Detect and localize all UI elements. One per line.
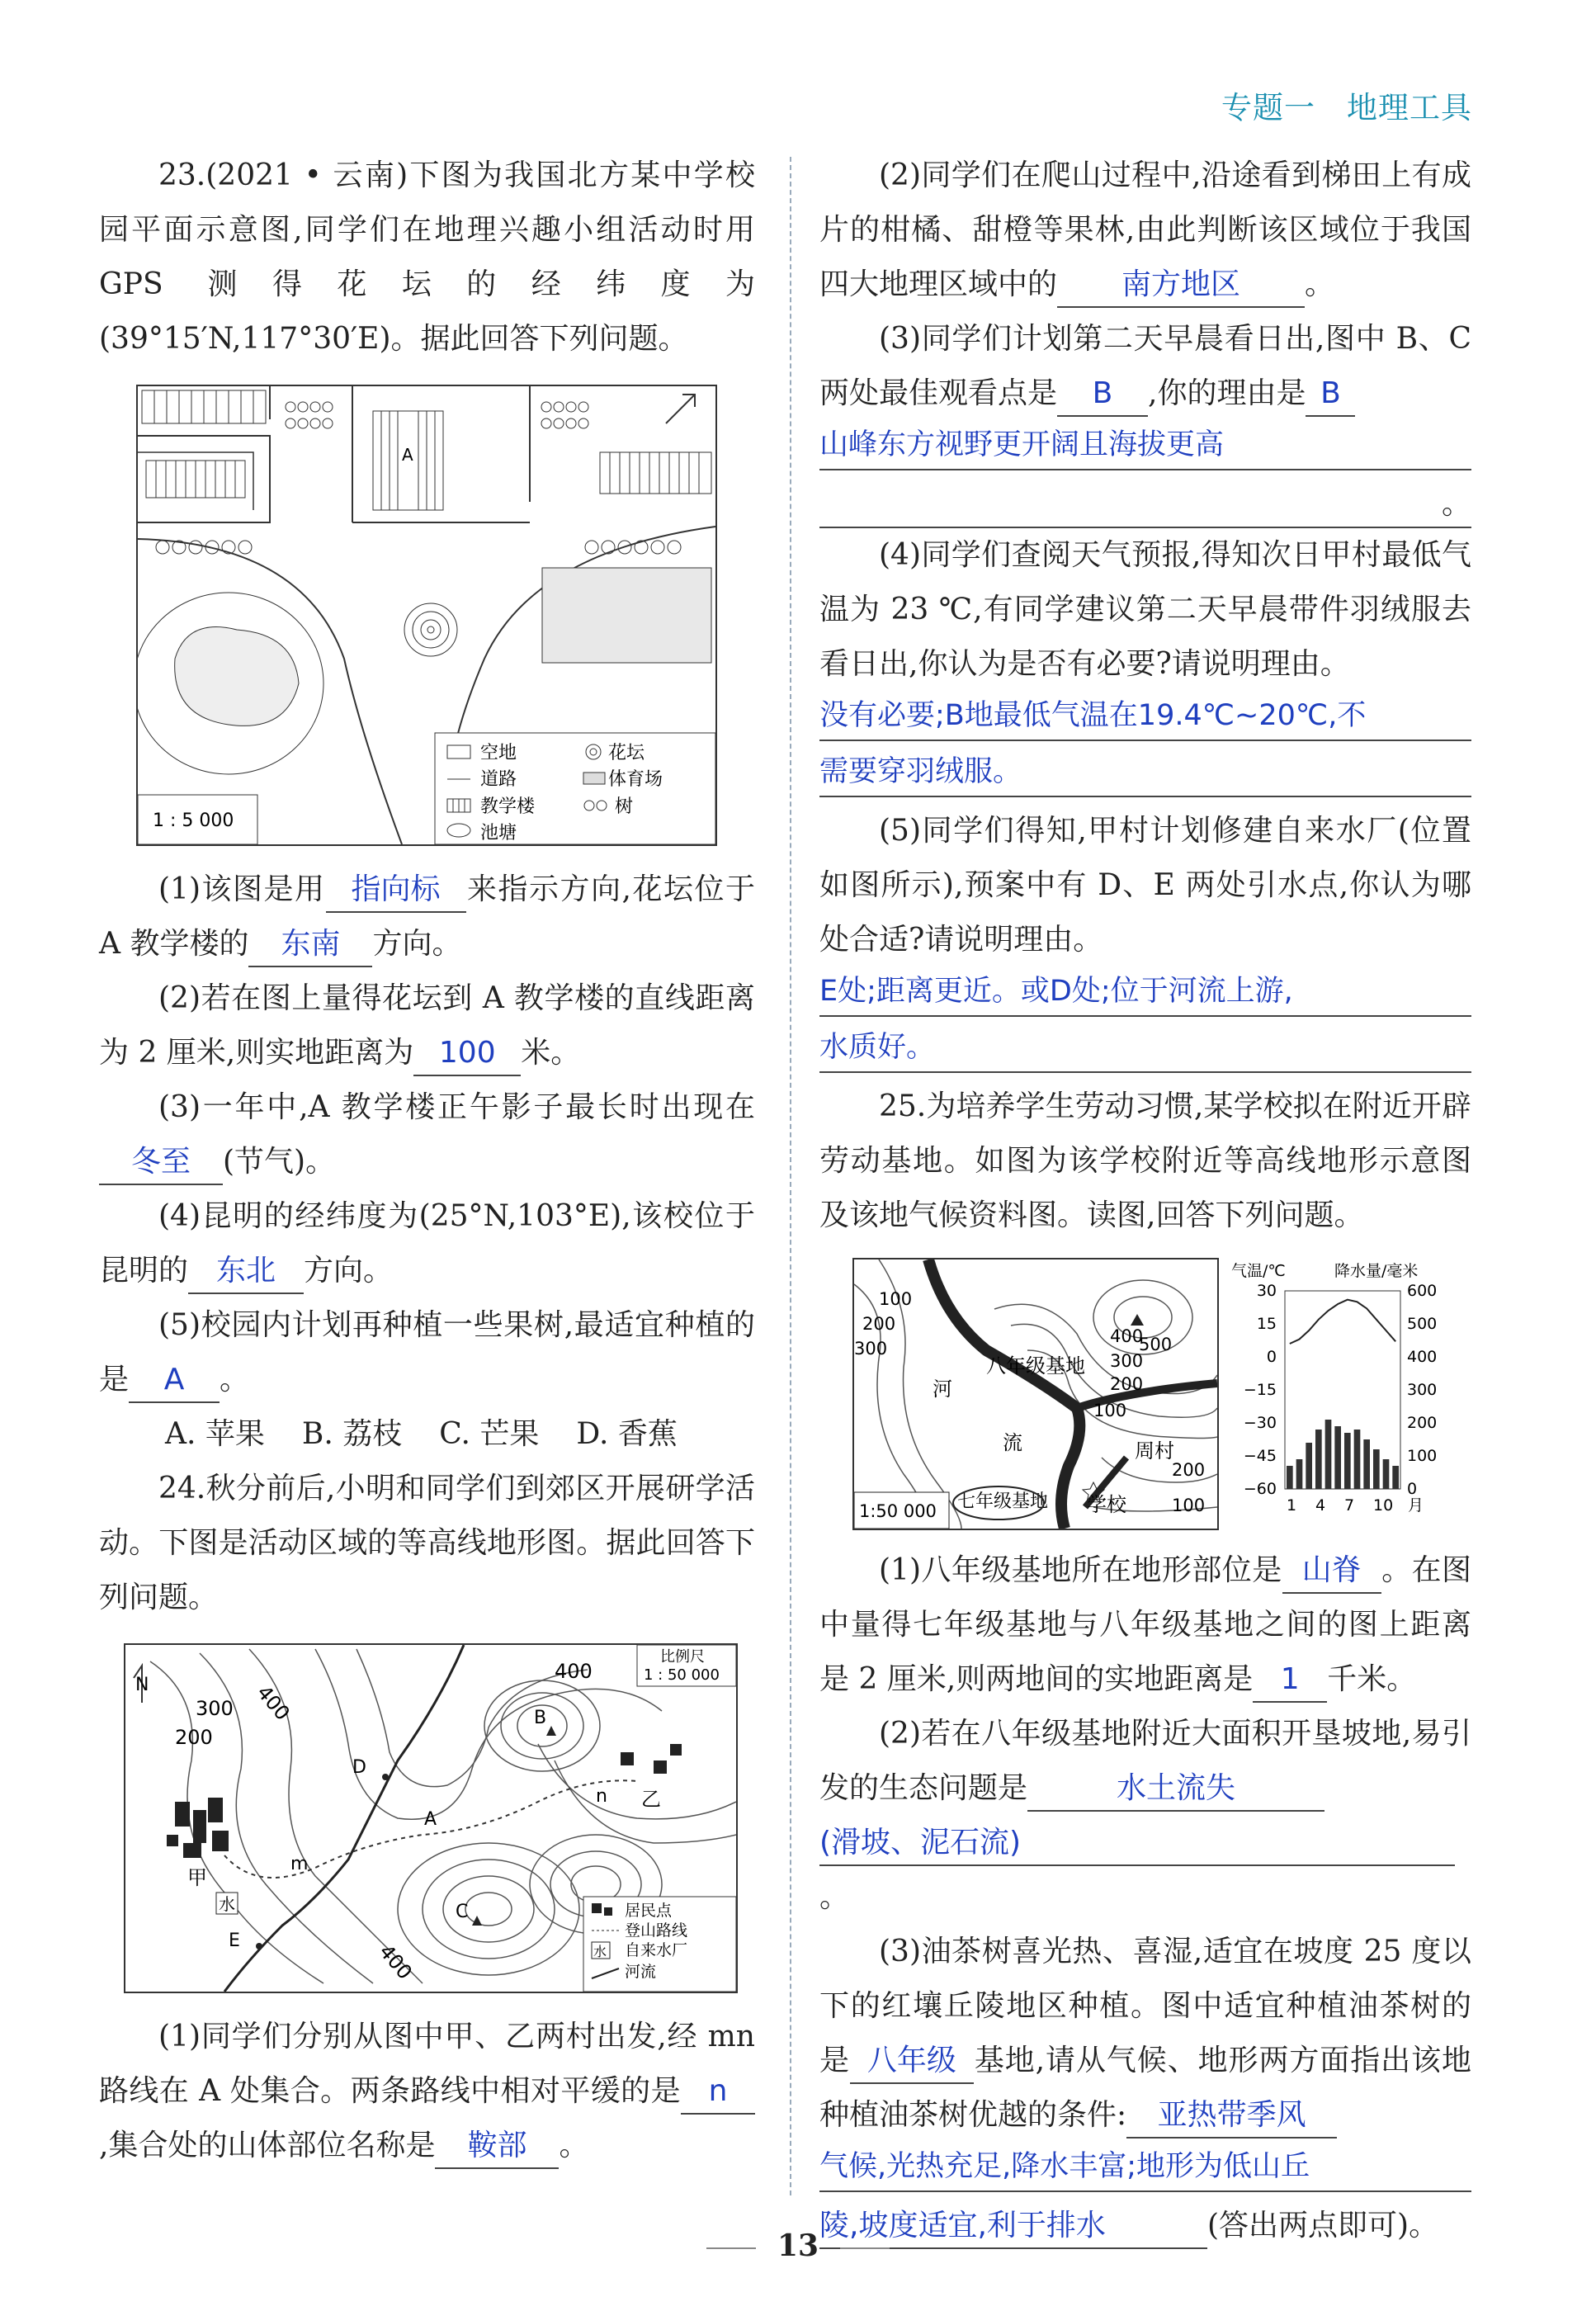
month-tick-label: 月 <box>1408 1496 1424 1515</box>
q23-s5 <box>99 1298 755 1407</box>
page-number-value: 13 <box>777 2228 819 2263</box>
q25-contour-map <box>852 1258 1219 1530</box>
answer-line: E处;距离更近。或D处;位于河流上游, <box>819 967 1471 1017</box>
q24-s5: (5)同学们得知,甲村计划修建自来水厂(位置如图所示),预案中有 D、E 两处引水点,你认为哪处合适?请说明理由。 <box>819 814 1471 957</box>
answer-blank: (滑坡、泥石流) <box>819 1822 1455 1866</box>
temp-tick-label: −45 <box>1243 1447 1277 1465</box>
river-label: 流 <box>1003 1431 1022 1454</box>
q23-s5-text-a: (5)校园内计划再种植一些果树,最适宜种植的是 <box>99 1308 755 1397</box>
q23-s1 <box>99 862 755 971</box>
precip-tick-label: 500 <box>1407 1315 1438 1333</box>
left-column <box>99 149 755 2173</box>
village-yi: 乙 <box>641 1788 661 1811</box>
q25-s1-text-b: 。在图中量得七年级基地与八年级基地之间的图上距离是 2 厘米,则两地间的实地距离是 <box>819 1553 1471 1696</box>
legend-water-plant: 自来水厂 <box>625 1941 688 1959</box>
answer-blank: 东南 <box>248 923 372 967</box>
q25-s2-text-b: 。 <box>819 1880 850 1914</box>
contour-label: 100 <box>879 1289 913 1309</box>
answer-line: 水质好。 <box>819 1023 1471 1073</box>
north-label: N <box>135 1675 149 1695</box>
precipitation-bar <box>1334 1426 1341 1489</box>
precip-tick-label: 100 <box>1407 1447 1438 1465</box>
precip-tick-label: 0 <box>1407 1480 1418 1498</box>
north-arrow-icon <box>666 395 695 423</box>
q23-s1-text-a: (1)该图是用 <box>158 872 326 906</box>
precip-axis-label: 降水量/毫米 <box>1334 1262 1419 1280</box>
point-d: D <box>352 1757 366 1778</box>
q25-s3-text-b: 基地,请从气候、地形两方面指出该地种植油茶树优越的条件: <box>819 2044 1471 2132</box>
base-8-label: 八年级基地 <box>986 1354 1085 1378</box>
q24-s3-text-c: 。 <box>1441 487 1471 521</box>
q23-stem: 23.(2021 • 云南)下图为我国北方某中学校园平面示意图,同学们在地理兴趣小组活动时用 GPS 测得花坛的经纬度为(39°15′N,117°30′E)。据此回答下列问题。 <box>99 158 755 356</box>
option-a: A. 苹果 <box>165 1417 265 1451</box>
answer-blank: 100 <box>413 1032 521 1076</box>
answer-blank: B <box>1057 372 1148 417</box>
flower-bed <box>404 603 457 656</box>
campus-map <box>136 385 717 846</box>
precipitation-bar <box>1383 1459 1390 1489</box>
month-tick-label: 7 <box>1344 1496 1355 1515</box>
legend-pond: 池塘 <box>480 823 517 844</box>
legend-open-space: 空地 <box>480 743 517 763</box>
village-yi-icon <box>621 1752 634 1765</box>
answer-blank: 冬至 <box>99 1141 223 1185</box>
q25-stem: 25.为培养学生劳动习惯,某学校拟在附近开辟劳动基地。如图为该学校附近等高线地形示意图及该地气候资料图。读图,回答下列问题。 <box>819 1089 1471 1232</box>
point-n: n <box>596 1786 607 1807</box>
contour-label: 100 <box>1093 1401 1127 1420</box>
climate-chart-svg <box>1227 1258 1466 1527</box>
river-label: 河 <box>933 1378 952 1401</box>
precip-tick-label: 400 <box>1407 1348 1438 1366</box>
q24-s2 <box>819 149 1471 312</box>
contour-label: 400 <box>555 1660 593 1683</box>
temp-tick-label: −15 <box>1243 1381 1277 1399</box>
contour-label: 400 <box>252 1680 295 1725</box>
q24-stem: 24.秋分前后,小明和同学们到郊区开展研学活动。下图是活动区域的等高线地形图。据此回答下列问题。 <box>99 1472 755 1614</box>
q25-s3-text-a: (3)油茶树喜光热、喜湿,适宜在坡度 25 度以下的红壤丘陵地区种植。图中适宜种植油茶树的是 <box>819 1935 1471 2077</box>
legend-road: 道路 <box>480 769 517 790</box>
point-m: m <box>290 1854 309 1874</box>
precipitation-bar <box>1363 1439 1370 1489</box>
month-tick-label: 1 <box>1287 1496 1297 1515</box>
option-c: C. 芒果 <box>439 1417 540 1451</box>
precipitation-bar <box>1287 1466 1293 1489</box>
q25-s2-text-a: (2)若在八年级基地附近大面积开垦坡地,易引发的生态问题是 <box>819 1717 1471 1805</box>
water-plant-label: 水 <box>219 1894 235 1914</box>
answer-blank: 鞍部 <box>435 2124 559 2169</box>
answer-blank: 亚热带季风 <box>1126 2094 1337 2139</box>
month-tick-label: 4 <box>1315 1496 1326 1515</box>
month-tick-label: 10 <box>1373 1496 1394 1515</box>
precipitation-bar <box>1296 1459 1303 1489</box>
building-top-left <box>142 390 266 498</box>
q25-s1-text-a: (1)八年级基地所在地形部位是 <box>879 1553 1282 1587</box>
answer-blank: 指向标 <box>326 868 466 913</box>
q23-s3-text-a: (3)一年中,A 教学楼正午影子最长时出现在 <box>158 1090 755 1124</box>
answer-line: 没有必要;B地最低气温在19.4℃~20℃,不 <box>819 692 1471 741</box>
header-topic: 专题一 <box>1221 90 1315 125</box>
q25-s3-text-c: (答出两点即可)。 <box>1207 2209 1439 2242</box>
precipitation-bar <box>1373 1449 1380 1489</box>
right-column <box>819 149 1471 2253</box>
answer-blank: 东北 <box>188 1250 304 1294</box>
precipitation-bar <box>1306 1443 1312 1489</box>
answer-line: 山峰东方视野更开阔且海拔更高 <box>819 421 1471 470</box>
temp-tick-label: 30 <box>1256 1282 1277 1300</box>
legend-water-icon-label: 水 <box>593 1944 607 1959</box>
temp-tick-label: −60 <box>1243 1480 1277 1498</box>
page-header <box>1221 83 1472 127</box>
legend-sports-field: 体育场 <box>608 769 663 790</box>
sports-field <box>542 568 711 663</box>
q24-s1-text-c: 。 <box>559 2129 589 2162</box>
road <box>270 386 530 522</box>
q25-s1 <box>819 1543 1471 1707</box>
page-number <box>0 2228 1596 2263</box>
answer-line: 需要穿羽绒服。 <box>819 748 1471 797</box>
answer-blank: A <box>129 1359 220 1403</box>
q25-scale: 1:50 000 <box>859 1501 937 1521</box>
point-b: B <box>534 1708 547 1728</box>
precip-tick-label: 600 <box>1407 1282 1438 1300</box>
precipitation-bar <box>1315 1430 1322 1489</box>
legend-flower-bed: 花坛 <box>608 743 645 763</box>
answer-blank: 八年级 <box>850 2039 974 2084</box>
column-divider <box>790 157 791 2195</box>
answer-blank: 山脊 <box>1282 1549 1381 1594</box>
answer-blank: 水土流失 <box>1027 1767 1324 1812</box>
q24-s2-text-a: (2)同学们在爬山过程中,沿途看到梯田上有成片的柑橘、甜橙等果林,由此判断该区域位于我国四大地理区域中的 <box>819 158 1471 301</box>
contour-label: 300 <box>196 1697 234 1720</box>
legend-box <box>435 733 715 844</box>
peak-icon <box>1131 1314 1144 1326</box>
contour-label: 500 <box>1139 1335 1173 1354</box>
q24-s3-text-b: ,你的理由是 <box>1148 376 1306 410</box>
q23-s3 <box>99 1080 755 1189</box>
precipitation-bar <box>1325 1420 1332 1489</box>
contour-label: 300 <box>1110 1351 1144 1371</box>
answer-blank: n <box>681 2070 755 2115</box>
precipitation-bar <box>1354 1430 1361 1489</box>
q25-s3 <box>819 1925 1471 2143</box>
legend-trail: 登山路线 <box>625 1921 688 1940</box>
village-yi-icon <box>654 1760 667 1774</box>
answer-blank: 1 <box>1253 1658 1327 1703</box>
point-e: E <box>229 1931 240 1951</box>
answer-blank: 陵,坡度适宜,利于排水 <box>819 2205 1207 2249</box>
legend-tree: 树 <box>615 796 634 817</box>
contour-map <box>124 1643 738 1993</box>
answer-blank: 南方地区 <box>1057 263 1305 308</box>
precipitation-bar <box>1344 1433 1351 1489</box>
q23-s2-text-a: (2)若在图上量得花坛到 A 教学楼的直线距离为 2 厘米,则实地距离为 <box>99 981 755 1070</box>
point-d-dot <box>382 1774 389 1780</box>
q24-s4: (4)同学们查阅天气预报,得知次日甲村最低气温为 23 ℃,有同学建议第二天早晨带件羽绒服去看日出,你认为是否有必要?请说明理由。 <box>819 538 1471 681</box>
school-label: 学校 <box>1087 1493 1126 1516</box>
q23-s1-text-b: 来指示方向,花坛位于 A 教学楼的 <box>99 872 755 961</box>
point-a: A <box>424 1809 437 1830</box>
legend-river: 河流 <box>625 1963 657 1981</box>
temp-tick-label: −30 <box>1243 1414 1277 1432</box>
peak-b-icon <box>546 1726 556 1736</box>
answer-blank: B <box>1306 372 1355 417</box>
q25-s2 <box>819 1707 1471 1816</box>
base-7-label: 七年级基地 <box>957 1491 1049 1512</box>
q25-map-labels <box>854 1289 1205 1516</box>
precip-tick-label: 200 <box>1407 1414 1438 1432</box>
building-a <box>373 411 443 510</box>
campus-scale: 1 : 5 000 <box>153 811 234 831</box>
contour-label: 200 <box>862 1314 896 1334</box>
contour-label: 200 <box>1172 1460 1206 1480</box>
legend-teaching-building: 教学楼 <box>480 796 536 817</box>
temp-axis-label: 气温/℃ <box>1231 1262 1286 1280</box>
q23-options <box>99 1407 755 1462</box>
q23-s4 <box>99 1189 755 1298</box>
contour-map-svg <box>125 1645 736 1992</box>
campus-map-svg <box>138 386 715 844</box>
q24-s2-text-b: 。 <box>1305 267 1335 301</box>
contour-label: 400 <box>374 1940 417 1984</box>
village-jia-icon <box>167 1798 229 1858</box>
pond <box>175 627 299 726</box>
legend-settlement: 居民点 <box>625 1902 673 1920</box>
contour-label: 400 <box>1110 1326 1144 1346</box>
q24-s1-text-a: (1)同学们分别从图中甲、乙两村出发,经 mn 路线在 A 处集合。两条路线中相对平缓的是 <box>99 2020 755 2108</box>
contour-label: 200 <box>175 1726 213 1749</box>
q23-s1-text-c: 方向。 <box>372 927 462 961</box>
q23-s5-text-b: 。 <box>220 1363 250 1397</box>
building-a-label: A <box>402 445 413 465</box>
precip-tick-label: 300 <box>1407 1381 1438 1399</box>
q23-s4-text-a: (4)昆明的经纬度为(25°N,103°E),该校位于昆明的 <box>99 1199 755 1288</box>
point-c: C <box>456 1902 469 1922</box>
option-b: B. 荔枝 <box>301 1417 403 1451</box>
contour-scale: 1 : 50 000 <box>644 1666 720 1684</box>
temperature-line <box>1290 1300 1395 1344</box>
contour-label: 100 <box>1172 1496 1206 1515</box>
temp-tick-label: 15 <box>1256 1315 1277 1333</box>
q24-s3-end <box>819 477 1471 528</box>
answer-line: 气候,光热充足,降水丰富;地形为低山丘 <box>819 2143 1471 2192</box>
point-e-dot <box>256 1943 262 1949</box>
zhou-village-label: 周村 <box>1135 1439 1174 1463</box>
header-title: 地理工具 <box>1347 90 1472 125</box>
contour-label: 300 <box>854 1339 888 1359</box>
road <box>138 436 270 522</box>
q23-s4-text-b: 方向。 <box>304 1254 394 1288</box>
q25-s1-text-c: 千米。 <box>1327 1662 1417 1696</box>
q23-s2 <box>99 971 755 1080</box>
option-d: D. 香蕉 <box>576 1417 678 1451</box>
temp-tick-label: 0 <box>1266 1348 1277 1366</box>
q24-s3 <box>819 312 1471 421</box>
village-jia: 甲 <box>187 1866 207 1889</box>
precipitation-bar <box>1392 1466 1399 1489</box>
q23-s2-text-b: 米。 <box>521 1036 581 1070</box>
q24-s1-text-b: ,集合处的山体部位名称是 <box>99 2129 436 2162</box>
q25-s2-cont <box>819 1816 1471 1925</box>
q24-s3-text-a: (3)同学们计划第二天早晨看日出,图中 B、C 两处最佳观看点是 <box>819 322 1471 410</box>
q23-s3-text-b: (节气)。 <box>223 1145 336 1179</box>
q24-s1 <box>99 2010 755 2173</box>
village-yi-icon <box>670 1744 682 1756</box>
q25-figures <box>852 1258 1471 1530</box>
scale-title: 比例尺 <box>660 1648 705 1666</box>
contour-label: 200 <box>1110 1374 1144 1394</box>
peak-c-icon <box>472 1916 482 1926</box>
q25-map-svg <box>854 1259 1217 1529</box>
climate-chart <box>1227 1258 1466 1527</box>
building-right <box>600 452 711 494</box>
